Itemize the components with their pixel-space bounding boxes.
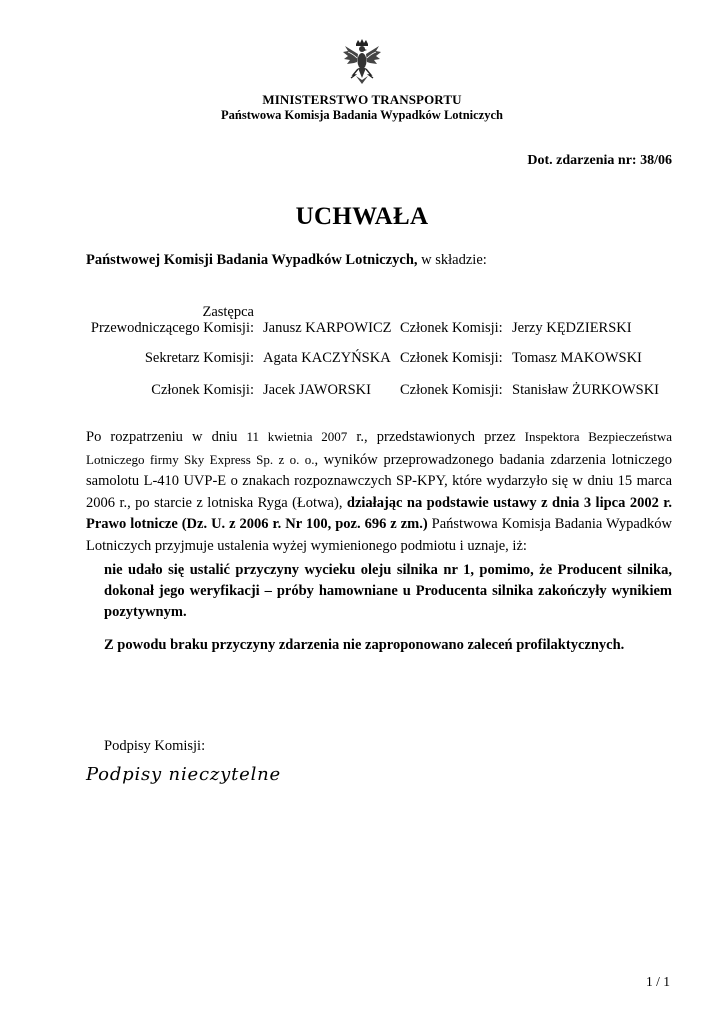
member-name: Tomasz MAKOWSKI: [512, 350, 642, 366]
body-text: , wyników przeprowadzonego badania zdarzenia lotniczego samolotu L-410 UVP-E o znakach rozpoznawczych SP-KPY, które wydarzyło się w dniu 15 marca 2006 r., po starcie z lotniska Ryga (Łotwa),: [86, 451, 672, 511]
member-name: Jerzy KĘDZIERSKI: [512, 320, 632, 336]
intro-rest: w składzie:: [417, 252, 487, 268]
member-name: Stanisław ŻURKOWSKI: [512, 382, 660, 398]
finding-recommendations: Z powodu braku przyczyny zdarzenia nie zaproponowano zaleceń profilaktycznych.: [104, 637, 625, 653]
legal-basis: działając na podstawie ustawy z dnia 3 lipca 2002 r. Prawo lotnicze (Dz. U. z 2006 r. Nr 100, poz. 696 z zm.): [86, 494, 672, 532]
ministry-name: MINISTERSTWO TRANSPORTU: [262, 92, 462, 107]
member-name: Janusz KARPOWICZ: [263, 320, 392, 336]
member-role: Członek Komisji:: [400, 320, 503, 336]
body-text: r., przedstawionych przez: [347, 429, 525, 445]
reporting-entity: Inspektora Bezpieczeństwa Lotniczego firmy Sky Express Sp. z o. o.: [86, 429, 672, 467]
finding-cause: nie udało się ustalić przyczyny wycieku oleju silnika nr 1, pomimo, że Producent silnika, dokonał jego weryfikacji – próby hamowniane u Producenta silnika zakończyły wynikiem pozytywnym.: [104, 562, 672, 620]
body-text: Po rozpatrzeniu w dniu: [86, 429, 247, 445]
member-role-line1: Zastępca: [202, 304, 254, 320]
commission-members-list: [0, 0, 724, 420]
review-date: 11 kwietnia 2007: [246, 429, 348, 444]
member-role-line2: Przewodniczącego Komisji:: [90, 320, 254, 336]
member-role: Sekretarz Komisji:: [144, 350, 254, 366]
signatures-label: Podpisy Komisji:: [104, 738, 206, 754]
member-role: Członek Komisji:: [151, 382, 254, 398]
commission-name: Państwowa Komisja Badania Wypadków Lotniczych: [221, 108, 503, 122]
member-role: Członek Komisji:: [400, 350, 503, 366]
body-text: Państwowa Komisja Badania Wypadków Lotniczych przyjmuje ustalenia wyżej wymienionego podmiotu i uznaje, iż:: [86, 516, 673, 554]
member-name: Jacek JAWORSKI: [263, 382, 371, 398]
document-title: UCHWAŁA: [295, 203, 429, 230]
resolution-body-paragraph: [86, 426, 672, 557]
member-role: Członek Komisji:: [400, 382, 503, 398]
event-reference-number: Dot. zdarzenia nr: 38/06: [527, 153, 672, 168]
intro-bold: Państwowej Komisji Badania Wypadków Lotniczych,: [86, 252, 418, 268]
page-number: 1 / 1: [645, 974, 670, 989]
signatures-illegible-note: Podpisy nieczytelne: [86, 764, 281, 785]
member-name: Agata KACZYŃSKA: [263, 350, 391, 366]
